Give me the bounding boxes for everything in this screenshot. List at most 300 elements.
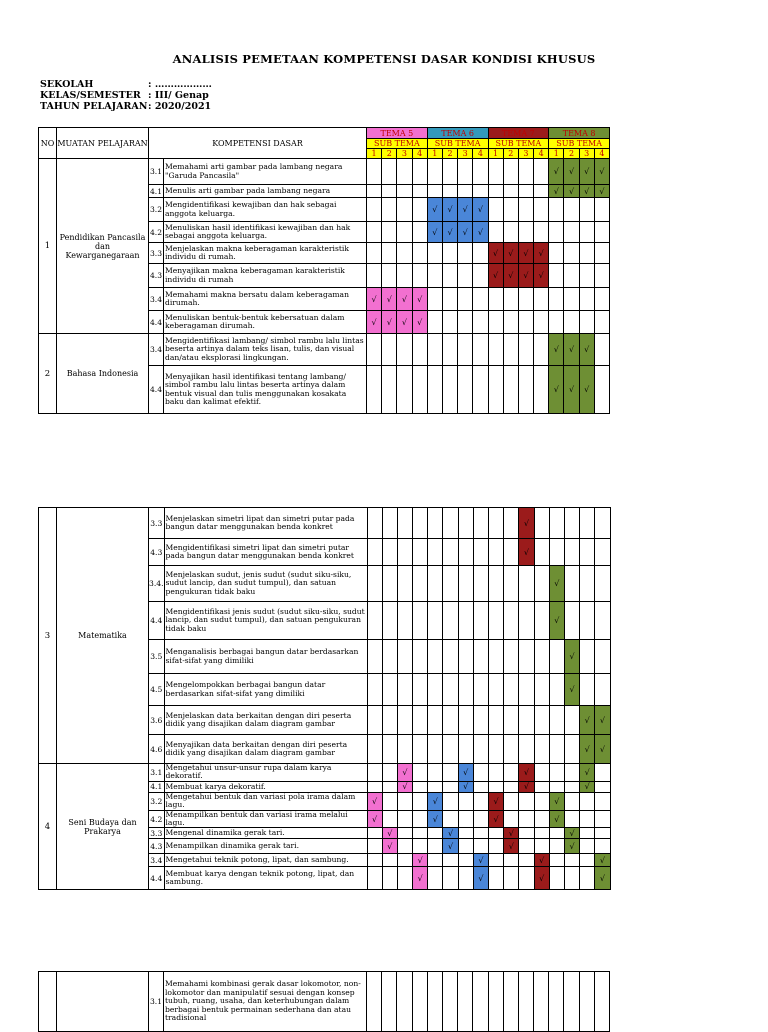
empty-cell	[473, 674, 488, 706]
kd-description: Mengidentifikasi simetri lipat dan simetri putar pada bangun datar menggunakan benda konkret	[164, 539, 367, 566]
empty-cell	[534, 674, 549, 706]
empty-cell	[458, 334, 473, 366]
empty-cell	[534, 839, 549, 854]
empty-cell	[595, 640, 610, 674]
empty-cell	[488, 198, 503, 222]
header-subtema-number: 4	[473, 149, 488, 159]
empty-cell	[473, 640, 488, 674]
empty-cell	[397, 854, 412, 867]
empty-cell	[534, 159, 549, 185]
check-cell: √	[580, 706, 595, 735]
kd-description: Mengetahui unsur-unsur rupa dalam karya dekoratif.	[164, 764, 367, 782]
kd-number: 4.6	[149, 735, 165, 764]
empty-cell	[518, 972, 533, 1032]
check-cell: √	[549, 334, 564, 366]
kd-description: Mengidentifikasi kewajiban dan hak sebagai anggota keluarga.	[164, 198, 367, 222]
empty-cell	[580, 828, 595, 839]
empty-cell	[534, 792, 549, 810]
empty-cell	[518, 311, 533, 334]
kd-number: 3.3	[150, 828, 163, 838]
check-cell: √	[503, 264, 518, 288]
empty-cell	[443, 781, 458, 792]
empty-cell	[488, 334, 503, 366]
kd-description: Menyajikan data berkaitan dengan diri peserta didik yang disajikan dalam diagram gambar	[164, 735, 367, 764]
check-cell: √	[428, 810, 443, 828]
check-cell: √	[594, 159, 609, 185]
empty-cell	[489, 566, 504, 602]
empty-cell	[489, 839, 504, 854]
empty-cell	[428, 781, 443, 792]
empty-cell	[428, 854, 443, 867]
empty-cell	[534, 198, 549, 222]
empty-cell	[428, 640, 443, 674]
empty-cell	[595, 539, 610, 566]
empty-cell	[412, 185, 427, 198]
empty-cell	[442, 264, 457, 288]
check-cell: √	[458, 764, 473, 782]
empty-cell	[489, 706, 504, 735]
empty-cell	[473, 539, 488, 566]
empty-cell	[367, 781, 382, 792]
empty-cell	[458, 674, 473, 706]
empty-cell	[413, 640, 428, 674]
empty-cell	[443, 566, 458, 602]
empty-cell	[595, 792, 610, 810]
empty-cell	[367, 185, 382, 198]
header-subtema-number: 2	[503, 149, 518, 159]
empty-cell	[473, 792, 488, 810]
check-cell: √	[367, 810, 382, 828]
header-subtema: SUB TEMA	[427, 139, 488, 149]
empty-cell	[564, 854, 579, 867]
empty-cell	[488, 159, 503, 185]
empty-cell	[534, 640, 549, 674]
empty-cell	[428, 508, 443, 539]
empty-cell	[579, 311, 594, 334]
check-cell: √	[564, 828, 579, 839]
empty-cell	[427, 243, 442, 264]
empty-cell	[382, 222, 397, 243]
header-subtema-number: 3	[518, 149, 533, 159]
empty-cell	[442, 311, 457, 334]
empty-cell	[549, 311, 564, 334]
empty-cell	[382, 198, 397, 222]
kd-number: 4.2	[149, 810, 165, 828]
empty-cell	[382, 674, 397, 706]
kd-description: Mengidentifikasi jenis sudut (sudut siku-siku, sudut lancip, dan sudut tumpul), dan satuan pengukuran tidak baku	[164, 602, 367, 640]
empty-cell	[534, 972, 549, 1032]
empty-cell	[382, 735, 397, 764]
empty-cell	[534, 288, 549, 311]
empty-cell	[564, 264, 579, 288]
empty-cell	[397, 243, 412, 264]
empty-cell	[473, 334, 488, 366]
empty-cell	[397, 640, 412, 674]
empty-cell	[594, 311, 609, 334]
empty-cell	[489, 602, 504, 640]
check-cell: √	[458, 198, 473, 222]
empty-cell	[428, 828, 443, 839]
row-number: 1	[39, 159, 57, 334]
empty-cell	[579, 264, 594, 288]
empty-cell	[564, 735, 579, 764]
empty-cell	[443, 539, 458, 566]
empty-cell	[413, 828, 428, 839]
empty-cell	[504, 854, 519, 867]
check-cell: √	[579, 159, 594, 185]
empty-cell	[489, 508, 504, 539]
kd-number: 4.3	[149, 839, 165, 854]
empty-cell	[519, 810, 534, 828]
empty-cell	[458, 539, 473, 566]
empty-cell	[519, 640, 534, 674]
check-cell: √	[579, 334, 594, 366]
check-cell: √	[427, 222, 442, 243]
empty-cell	[473, 159, 488, 185]
kd-description: Memahami makna bersatu dalam keberagaman dirumah.	[164, 288, 367, 311]
empty-cell	[427, 264, 442, 288]
check-cell: √	[382, 288, 397, 311]
check-cell: √	[442, 198, 457, 222]
empty-cell	[519, 706, 534, 735]
empty-cell	[549, 539, 564, 566]
empty-cell	[367, 508, 382, 539]
empty-cell	[519, 602, 534, 640]
kd-number: 4.4	[149, 366, 164, 414]
kd-description: Menjelaskan sudut, jenis sudut (sudut siku-siku, sudut lancip, dan sudut tumpul), dan satuan pengukuran tidak baku	[164, 566, 367, 602]
empty-cell	[518, 288, 533, 311]
empty-cell	[397, 867, 412, 890]
kd-number: 3.5	[149, 640, 165, 674]
check-cell: √	[564, 334, 579, 366]
empty-cell	[473, 735, 488, 764]
empty-cell	[489, 781, 504, 792]
check-cell: √	[564, 674, 579, 706]
check-cell: √	[549, 792, 564, 810]
empty-cell	[580, 640, 595, 674]
empty-cell	[504, 764, 519, 782]
empty-cell	[518, 159, 533, 185]
info-row-tahun: TAHUN PELAJARAN : 2020/2021	[40, 101, 212, 112]
empty-cell	[427, 185, 442, 198]
check-cell: √	[564, 839, 579, 854]
empty-cell	[534, 311, 549, 334]
empty-cell	[397, 735, 412, 764]
header-subtema-number: 2	[564, 149, 579, 159]
empty-cell	[367, 602, 382, 640]
empty-cell	[473, 810, 488, 828]
empty-cell	[428, 566, 443, 602]
empty-cell	[367, 198, 382, 222]
check-cell: √	[489, 810, 504, 828]
empty-cell	[488, 222, 503, 243]
empty-cell	[367, 674, 382, 706]
empty-cell	[458, 508, 473, 539]
check-cell: √	[413, 867, 428, 890]
empty-cell	[488, 972, 503, 1032]
empty-cell	[367, 764, 382, 782]
empty-cell	[382, 539, 397, 566]
empty-cell	[504, 867, 519, 890]
empty-cell	[413, 508, 428, 539]
empty-cell	[580, 854, 595, 867]
empty-cell	[382, 867, 397, 890]
muatan-pelajaran	[57, 972, 149, 1032]
empty-cell	[413, 781, 428, 792]
check-cell: √	[397, 781, 412, 792]
check-cell: √	[594, 185, 609, 198]
empty-cell	[549, 674, 564, 706]
kd-description: Mengidentifikasi lambang/ simbol rambu lalu lintas beserta artinya dalam teks lisan, tulis, dan visual dan/atau eksplorasi lingkungan.	[164, 334, 367, 366]
empty-cell	[473, 602, 488, 640]
empty-cell	[458, 159, 473, 185]
empty-cell	[473, 264, 488, 288]
empty-cell	[427, 366, 442, 414]
empty-cell	[473, 366, 488, 414]
empty-cell	[427, 288, 442, 311]
empty-cell	[580, 792, 595, 810]
empty-cell	[413, 706, 428, 735]
check-cell: √	[595, 735, 610, 764]
kd-description: Menuliskan hasil identifikasi kewajiban dan hak sebagai anggota keluarga.	[164, 222, 367, 243]
empty-cell	[443, 640, 458, 674]
empty-cell	[443, 508, 458, 539]
empty-cell	[519, 735, 534, 764]
empty-cell	[564, 602, 579, 640]
empty-cell	[442, 243, 457, 264]
muatan-pelajaran: Bahasa Indonesia	[57, 334, 149, 414]
kd-number: 3.2	[149, 792, 165, 810]
empty-cell	[504, 674, 519, 706]
document-title: ANALISIS PEMETAAN KOMPETENSI DASAR KONDISI KHUSUS	[172, 52, 596, 66]
kd-number: 4.3	[149, 264, 164, 288]
check-cell: √	[564, 366, 579, 414]
kd-description: Menampilkan dinamika gerak tari.	[164, 839, 367, 854]
empty-cell	[397, 810, 412, 828]
empty-cell	[442, 288, 457, 311]
empty-cell	[367, 264, 382, 288]
header-muatan: MUATAN PELAJARAN	[57, 128, 149, 159]
kd-description: Mengenal dinamika gerak tari.	[164, 828, 367, 839]
check-cell: √	[595, 706, 610, 735]
check-cell: √	[534, 867, 549, 890]
empty-cell	[518, 198, 533, 222]
check-cell: √	[473, 198, 488, 222]
check-cell: √	[503, 243, 518, 264]
empty-cell	[580, 539, 595, 566]
check-cell: √	[518, 243, 533, 264]
empty-cell	[549, 839, 564, 854]
check-cell: √	[579, 185, 594, 198]
empty-cell	[534, 706, 549, 735]
empty-cell	[594, 243, 609, 264]
empty-cell	[412, 159, 427, 185]
kd-number: 4.5	[149, 674, 165, 706]
empty-cell	[473, 828, 488, 839]
empty-cell	[382, 264, 397, 288]
kd-number: 3.1	[149, 972, 164, 1032]
empty-cell	[564, 508, 579, 539]
empty-cell	[580, 867, 595, 890]
empty-cell	[397, 264, 412, 288]
empty-cell	[473, 839, 488, 854]
empty-cell	[382, 566, 397, 602]
header-tema-5: TEMA 5	[367, 128, 428, 139]
empty-cell	[442, 334, 457, 366]
empty-cell	[382, 243, 397, 264]
empty-cell	[413, 566, 428, 602]
empty-cell	[579, 222, 594, 243]
empty-cell	[549, 508, 564, 539]
empty-cell	[458, 839, 473, 854]
empty-cell	[489, 539, 504, 566]
check-cell: √	[595, 867, 610, 890]
empty-cell	[382, 334, 397, 366]
empty-cell	[427, 311, 442, 334]
empty-cell	[458, 828, 473, 839]
empty-cell	[595, 674, 610, 706]
kd-description: Mengetahui teknik potong, lipat, dan sambung.	[164, 854, 367, 867]
empty-cell	[488, 311, 503, 334]
empty-cell	[595, 764, 610, 782]
empty-cell	[428, 539, 443, 566]
kd-description: Menuliskan bentuk-bentuk kebersatuan dalam keberagaman dirumah.	[164, 311, 367, 334]
empty-cell	[534, 735, 549, 764]
empty-cell	[579, 972, 594, 1032]
check-cell: √	[443, 839, 458, 854]
empty-cell	[503, 288, 518, 311]
check-cell: √	[382, 839, 397, 854]
empty-cell	[397, 828, 412, 839]
check-cell: √	[504, 839, 519, 854]
check-cell: √	[427, 198, 442, 222]
empty-cell	[382, 159, 397, 185]
empty-cell	[564, 792, 579, 810]
empty-cell	[367, 735, 382, 764]
empty-cell	[397, 674, 412, 706]
kd-number: 3.4	[149, 334, 164, 366]
check-cell: √	[519, 781, 534, 792]
empty-cell	[594, 198, 609, 222]
kd-description: Menulis arti gambar pada lambang negara	[164, 185, 367, 198]
check-cell: √	[549, 185, 564, 198]
check-cell: √	[397, 764, 412, 782]
empty-cell	[397, 792, 412, 810]
empty-cell	[473, 508, 488, 539]
empty-cell	[413, 602, 428, 640]
check-cell: √	[428, 792, 443, 810]
empty-cell	[413, 539, 428, 566]
header-subtema-number: 1	[488, 149, 503, 159]
check-cell: √	[534, 243, 549, 264]
kd-number: 4.4	[149, 602, 165, 640]
empty-cell	[504, 566, 519, 602]
empty-cell	[534, 566, 549, 602]
empty-cell	[549, 735, 564, 764]
check-cell: √	[412, 288, 427, 311]
empty-cell	[503, 185, 518, 198]
empty-cell	[488, 288, 503, 311]
kd-number: 4.4	[149, 311, 164, 334]
empty-cell	[428, 839, 443, 854]
check-cell: √	[473, 867, 488, 890]
empty-cell	[397, 366, 412, 414]
empty-cell	[595, 781, 610, 792]
kd-table-2	[38, 507, 611, 890]
check-cell: √	[458, 222, 473, 243]
check-cell: √	[504, 828, 519, 839]
kd-number: 4.4	[149, 867, 165, 890]
empty-cell	[442, 159, 457, 185]
check-cell: √	[458, 781, 473, 792]
empty-cell	[397, 334, 412, 366]
empty-cell	[534, 539, 549, 566]
empty-cell	[579, 198, 594, 222]
empty-cell	[382, 508, 397, 539]
kd-description: Menjelaskan makna keberagaman karakteristik individu di rumah.	[164, 243, 367, 264]
empty-cell	[382, 764, 397, 782]
empty-cell	[473, 781, 488, 792]
empty-cell	[397, 706, 412, 735]
empty-cell	[367, 566, 382, 602]
empty-cell	[413, 674, 428, 706]
empty-cell	[518, 185, 533, 198]
empty-cell	[518, 334, 533, 366]
empty-cell	[397, 566, 412, 602]
kd-number: 3.4.	[149, 566, 165, 602]
empty-cell	[442, 185, 457, 198]
empty-cell	[397, 185, 412, 198]
empty-cell	[489, 854, 504, 867]
header-subtema-number: 2	[382, 149, 397, 159]
empty-cell	[580, 839, 595, 854]
empty-cell	[594, 288, 609, 311]
check-cell: √	[488, 264, 503, 288]
empty-cell	[397, 839, 412, 854]
check-cell: √	[382, 828, 397, 839]
empty-cell	[443, 764, 458, 782]
empty-cell	[580, 810, 595, 828]
empty-cell	[564, 706, 579, 735]
empty-cell	[412, 972, 427, 1032]
check-cell: √	[549, 366, 564, 414]
empty-cell	[504, 735, 519, 764]
empty-cell	[534, 366, 549, 414]
empty-cell	[564, 198, 579, 222]
empty-cell	[549, 264, 564, 288]
empty-cell	[564, 972, 579, 1032]
kd-number: 3.4	[150, 855, 163, 865]
empty-cell	[594, 222, 609, 243]
empty-cell	[504, 508, 519, 539]
empty-cell	[367, 243, 382, 264]
empty-cell	[397, 198, 412, 222]
check-cell: √	[519, 539, 534, 566]
info-row-sekolah: SEKOLAH : ………………	[40, 79, 212, 90]
empty-cell	[519, 566, 534, 602]
muatan-pelajaran: Seni Budaya dan Prakarya	[57, 764, 149, 890]
empty-cell	[519, 839, 534, 854]
empty-cell	[428, 602, 443, 640]
empty-cell	[595, 602, 610, 640]
kd-row	[39, 764, 611, 782]
header-subtema-number: 2	[442, 149, 457, 159]
empty-cell	[579, 243, 594, 264]
empty-cell	[397, 972, 412, 1032]
kd-number: 3.1	[149, 764, 165, 782]
check-cell: √	[367, 311, 382, 334]
muatan-pelajaran: Pendidikan Pancasila dan Kewarganegaraan	[57, 159, 149, 334]
